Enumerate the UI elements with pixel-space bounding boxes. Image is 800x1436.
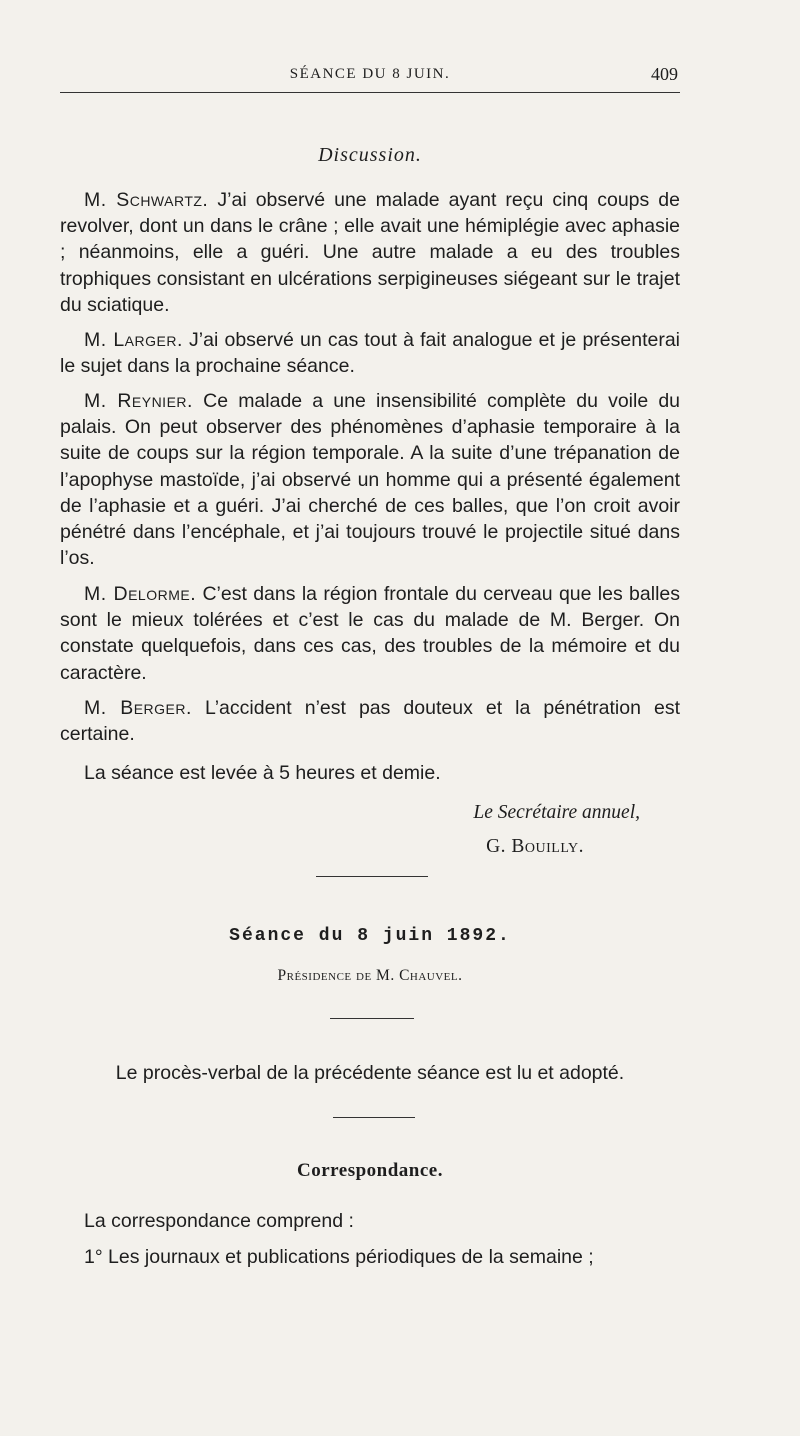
speaker-name: M. Berger. — [84, 697, 192, 719]
correspondance-heading: Correspondance. — [297, 1160, 443, 1181]
proces-verbal-line: Le procès-verbal de la précédente séance est lu et adopté. — [115, 1062, 625, 1084]
paragraph-delorme — [60, 581, 680, 686]
paragraph-text: J’ai observé un cas tout à fait analogue et je présenterai le sujet dans la prochaine séance. — [60, 329, 681, 378]
paragraph-text: J’ai observé une malade ayant reçu cinq coups de revolver, dont un dans le crâne ; elle avait une hémiplégie avec aphasie ; néanmoins, elle a guéri. Une autre malade a eu des troubles trophiques consistant en ulcérations serpigineuses siégeant sur le trajet du sciatique. — [60, 189, 680, 316]
paragraph-schwartz — [60, 187, 680, 318]
correspondance-item: 1° Les journaux et publications périodiques de la semaine ; — [84, 1246, 594, 1268]
paragraph-text: L’accident n’est pas douteux et la pénétration est certaine. — [60, 697, 681, 746]
paragraph-berger — [60, 695, 680, 747]
page-header — [60, 62, 680, 93]
paragraph-text: C’est dans la région frontale du cerveau que les balles sont le mieux tolérées et c’est le cas du malade de M. Berger. On constate quelquefois, dans ces cas, des troubles de la mémoire et du caractère. — [60, 583, 681, 684]
discussion-title: Discussion. — [318, 144, 422, 166]
speaker-name: M. Larger. — [84, 329, 183, 351]
paragraph-reynier — [60, 388, 680, 571]
paragraph-text: Ce malade a une insensibilité complète du voile du palais. On peut observer des phénomènes d’aphasie temporaire à la suite de coups sur la région temporale. A la suite d’une trépanation de l’apophyse mastoïde, j’ai observé un homme qui a présenté également de l’aphasie et a guéri. J’ai cherché de ces balles, que l’on croit avoir pénétré dans l’encéphale, et j’ai toujours trouvé le projectile situé dans l’os. — [60, 390, 681, 570]
paragraph-larger — [60, 327, 680, 379]
correspondance-intro: La correspondance comprend : — [84, 1210, 354, 1232]
section-divider — [333, 1117, 415, 1118]
speaker-name: M. Delorme. — [84, 583, 197, 605]
running-head: SÉANCE DU 8 JUIN. — [289, 66, 451, 82]
section-divider — [316, 876, 428, 877]
signature-name: G. Bouilly. — [486, 836, 584, 857]
session-title: Séance du 8 juin 1892. — [229, 926, 511, 946]
closing-line: La séance est levée à 5 heures et demie. — [84, 762, 441, 784]
presidence-line: Présidence de M. Chauvel. — [277, 967, 463, 984]
speaker-name: M. Reynier. — [84, 390, 193, 412]
speaker-name: M. Schwartz. — [84, 189, 209, 211]
signature-title: Le Secrétaire annuel, — [473, 802, 640, 823]
section-divider — [330, 1018, 414, 1019]
page-number: 409 — [651, 64, 678, 84]
